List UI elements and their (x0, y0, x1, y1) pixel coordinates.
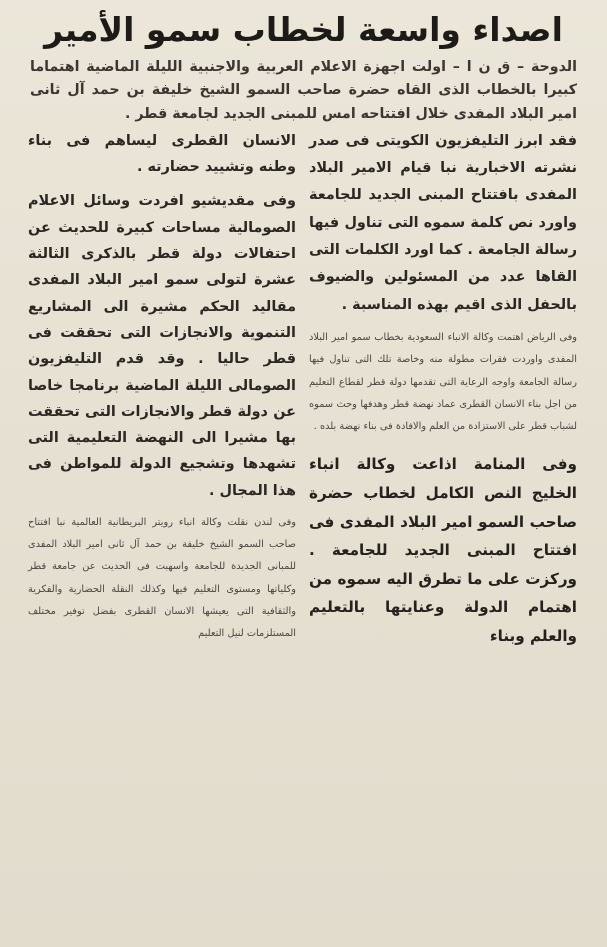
lead-paragraph: الدوحة – ق ن ا – اولت اجهزة الاعلام العربية والاجنبية الليلة الماضية اهتماما كبيرا بالخطاب الذى القاه حضرة صاحب السمو الشيخ خليفة بن حمد آل ثانى امير البلاد المفدى خلال افتتاحه امس للمبنى الجديد لجامعة قطر . (30, 59, 577, 122)
continuation-paragraph: الانسان القطرى ليساهم فى بناء وطنه وتشييد حضارته . (28, 132, 296, 176)
left-column (28, 128, 296, 657)
right-column (309, 128, 577, 657)
article-columns (22, 128, 585, 657)
manama-paragraph: وفى المنامة اذاعت وكالة انباء الخليج النص الكامل لخطاب حضرة صاحب السمو امير البلاد المفدى فى افتتاح المبنى الجديد للجامعة . وركزت على ما تطرق اليه سموه من اهتمام الدولة وعنايتها بالتعليم والعلم وبناء (309, 455, 577, 646)
london-paragraph: وفى لندن نقلت وكالة انباء رويتر البريطانية العالمية نبا افتتاح صاحب السمو الشيخ خليفة بن حمد آل ثانى امير البلاد المفدى للمبانى الجديدة للجامعة واسهبت فى الحديث عن جامعة قطر وكلياتها ومستوى التعليم فيها وكذلك النقلة الحضارية والفكرية والثقافية التى يعيشها الانسان القطرى بفضل توفير مختلف المستلزمات لنيل التعليم (28, 517, 296, 640)
mogadishu-paragraph: وفى مقديشيو افردت وسائل الاعلام الصومالية مساحات كبيرة للحديث عن احتفالات دولة قطر بالذكرى الثالثة عشرة لتولى سمو امير البلاد المفدى مقاليد الحكم مشيرة الى المشاريع التنموية والانجازات التى تحققت فى قطر حاليا . وقد قدم التليفزيون الصومالى الليلة الماضية برنامجا خاصا عن دولة قطر والانجازات التى تحققت بها مشيرا الى النهضة التعليمية التى تشهدها وتشجيع الدولة للمواطن فى هذا المجال . (28, 193, 296, 499)
headline: اصداء واسعة لخطاب سمو الأمير (44, 10, 563, 49)
riyadh-paragraph: وفى الرياض اهتمت وكالة الانباء السعودية بخطاب سمو امير البلاد المفدى واوردت فقرات مطولة منه وخاصة تلك التى تناول فيها رسالة الجامعة واوجه الرعاية التى تقدمها دولة قطر لقطاع التعليم من اجل بناء الانسان القطرى عماد نهضة قطر وهدفها وحث سموه لشباب قطر على الاستزادة من العلم والافادة فى بناء نهضة بلده . (309, 331, 577, 433)
kuwait-tv-paragraph: فقد ابرز التليفزيون الكويتى فى صدر نشرته الاخبارية نبا قيام الامير البلاد المفدى بافتتاح المبنى الجديد للجامعة واورد نص كلمة سموه التى تناول فيها رسالة الجامعة . كما اورد الكلمات التى القاها عدد من المسئولين والضيوف بالحفل الذى اقيم بهذه المناسبة . (309, 132, 577, 313)
